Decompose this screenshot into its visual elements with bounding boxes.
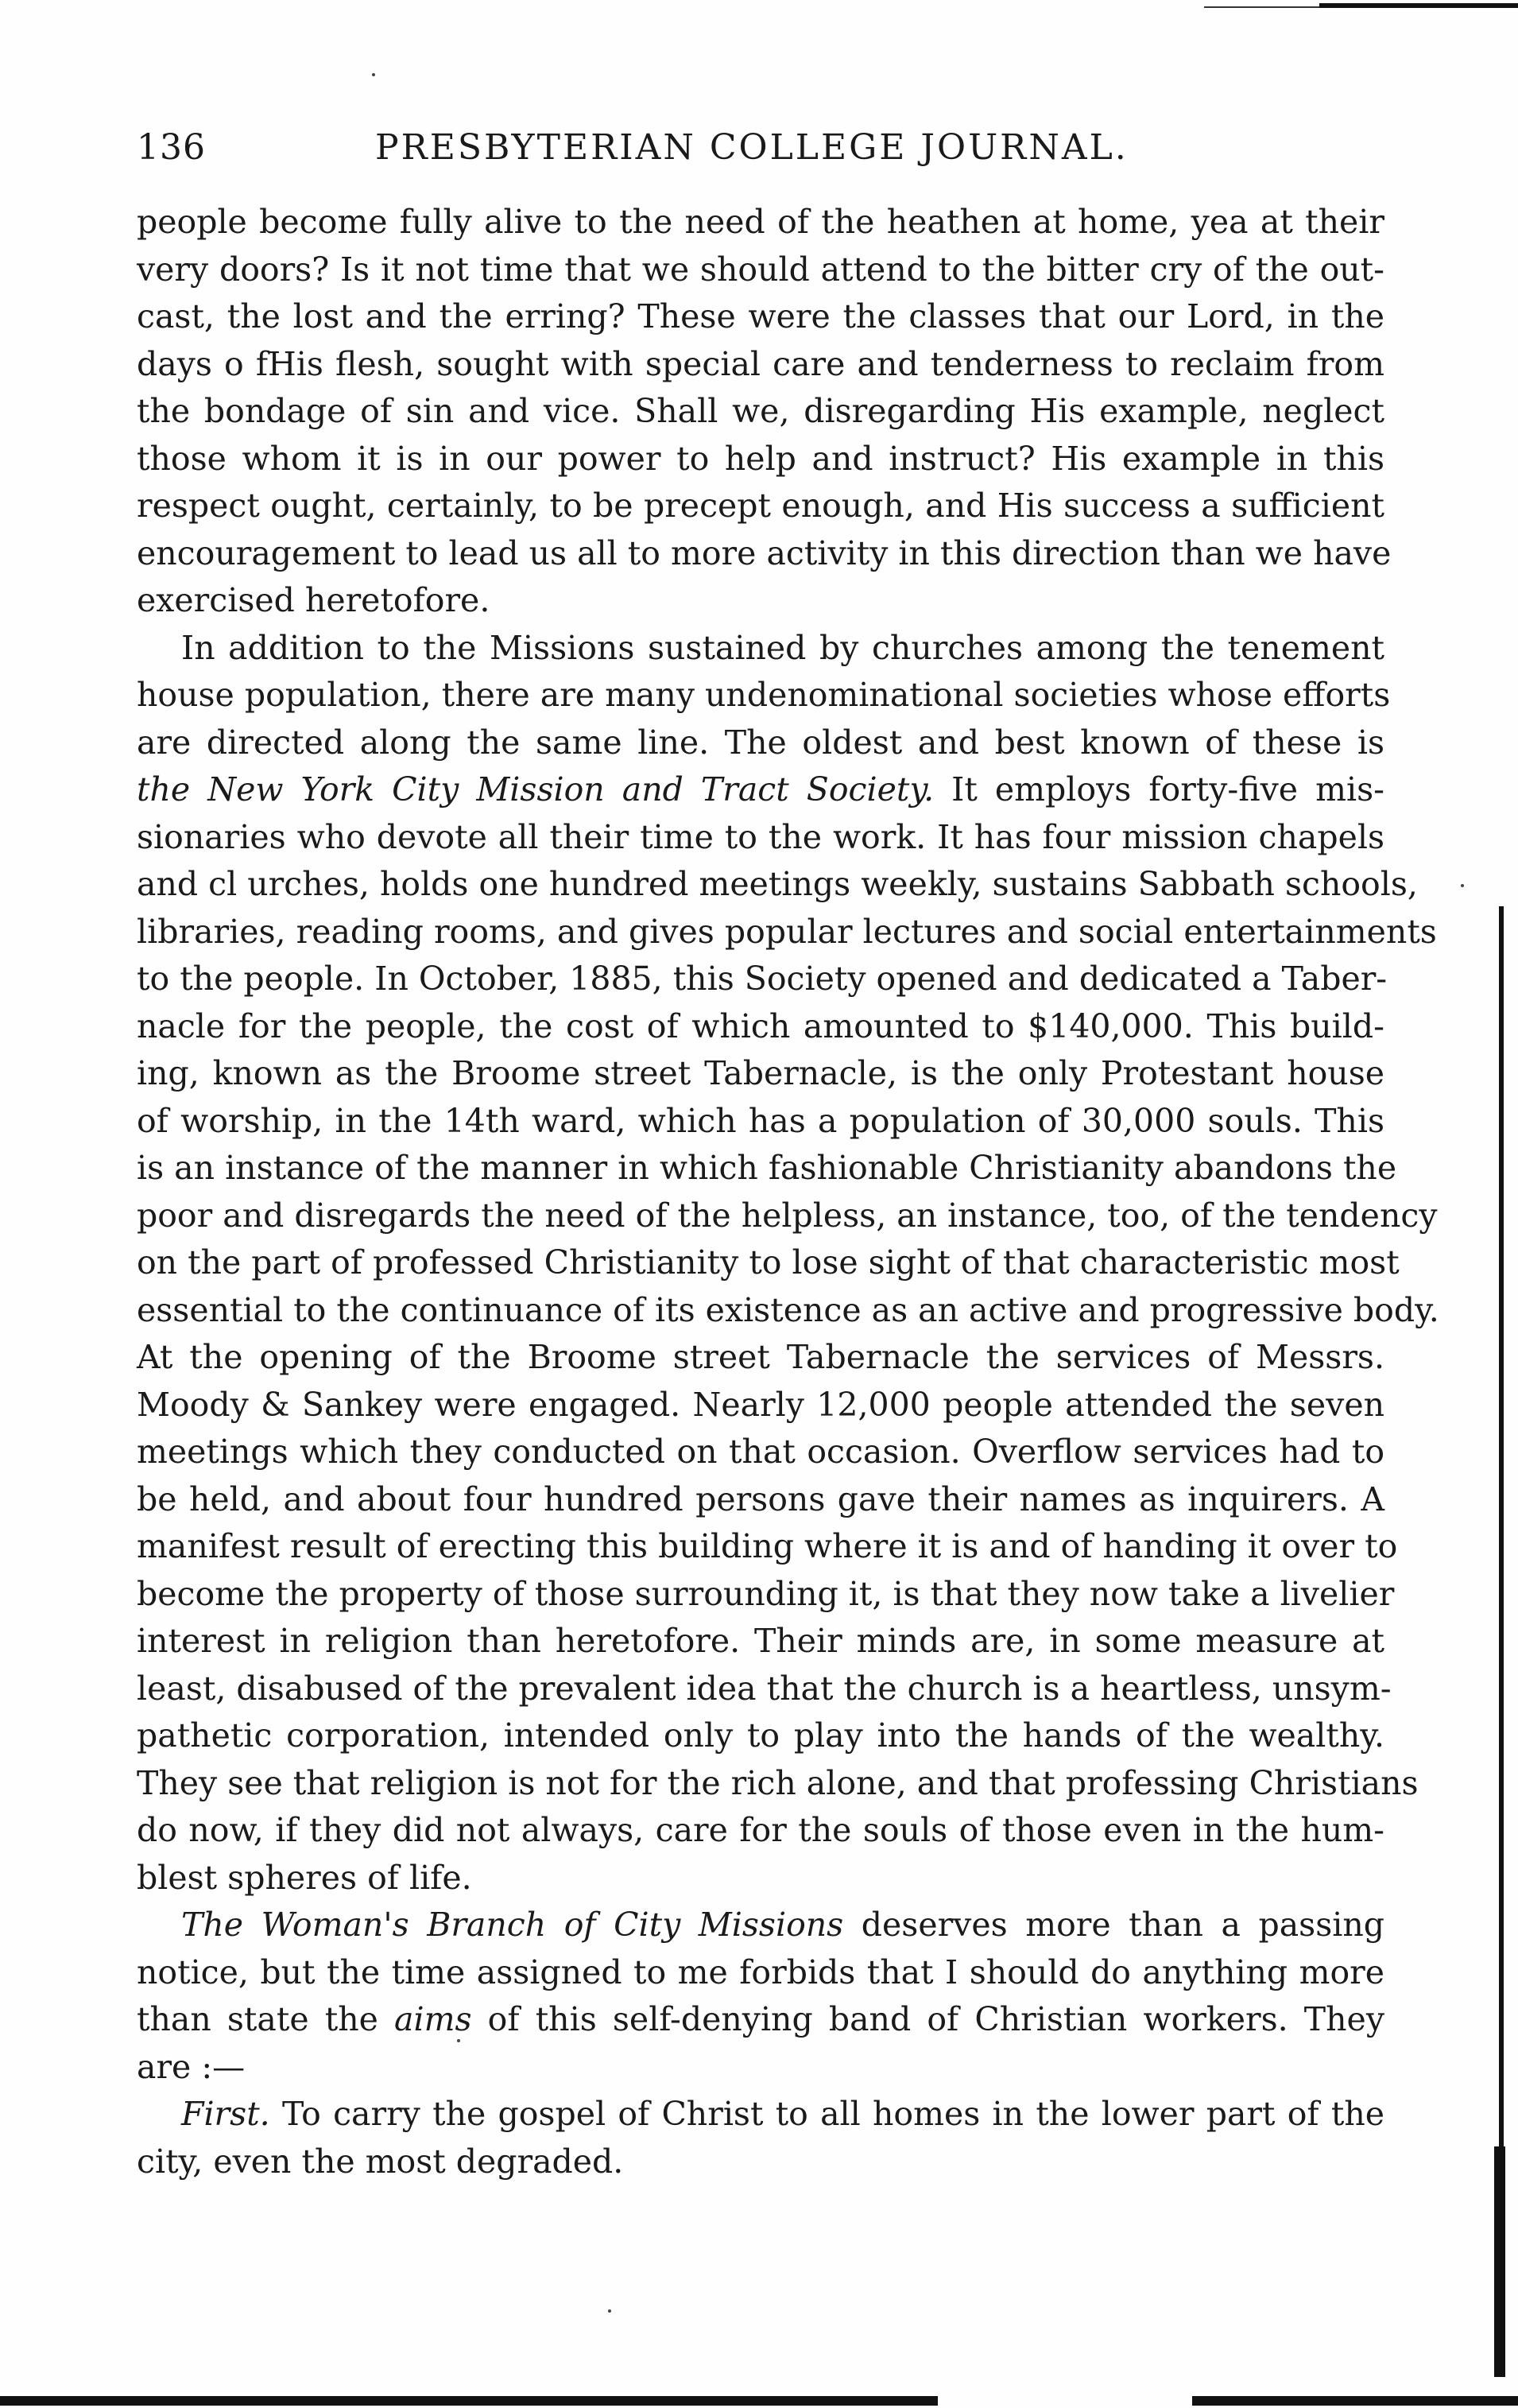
- text-line: [137, 341, 1384, 389]
- text-run: poor and disregards the need of the helpless, an instance, too, of the tendency: [137, 1196, 1438, 1235]
- text-line: [137, 199, 1384, 246]
- italic-text: the New York City Mission and Tract Society.: [137, 770, 935, 808]
- text-run: on the part of professed Christianity to lose sight of that characteristic most: [137, 1243, 1400, 1282]
- text-run: of this self-denying band of Christian workers. They: [471, 2000, 1384, 2038]
- text-run: to the people. In October, 1885, this Society opened and dedicated a Taber-: [137, 960, 1388, 998]
- text-line: [137, 2139, 1384, 2186]
- text-run: essential to the continuance of its existence as an active and progressive body.: [137, 1290, 1439, 1329]
- text-line: [137, 1996, 1384, 2044]
- text-run: sionaries who devote all their time to the work. It has four mission chapels: [137, 817, 1384, 856]
- text-run: be held, and about four hundred persons gave their names as inquirers. A: [137, 1479, 1384, 1518]
- text-run: and cl urches, holds one hundred meetings weekly, sustains Sabbath schools,: [137, 865, 1418, 903]
- paragraph: [137, 625, 1439, 1902]
- text-line: [137, 577, 1384, 625]
- print-speck: [1461, 884, 1464, 887]
- text-line: [137, 1050, 1384, 1098]
- text-line: [137, 1760, 1419, 1808]
- text-run: are :—: [137, 2047, 246, 2086]
- text-run: deserves more than a passing: [843, 1906, 1384, 1944]
- right-edge-rule-bold: [1494, 2146, 1505, 2377]
- bottom-edge-rule: [0, 2396, 1518, 2406]
- text-run: nacle for the people, the cost of which amounted to $140,000. This build-: [137, 1006, 1384, 1045]
- text-line: [137, 1239, 1400, 1287]
- text-line: [137, 1382, 1384, 1429]
- running-head: PRESBYTERIAN COLLEGE JOURNAL.: [375, 127, 1129, 168]
- text-line: [137, 1192, 1438, 1240]
- text-run: exercised heretofore.: [137, 581, 490, 619]
- text-run: do now, if they did not always, care for the souls of those even in the hum-: [137, 1811, 1384, 1849]
- text-run: least, disabused of the prevalent idea that the church is a heartless, unsym-: [137, 1669, 1392, 1708]
- text-line: [137, 1855, 1384, 1902]
- text-run: very doors? Is it not time that we should attend to the bitter cry of the out-: [137, 250, 1384, 289]
- text-run: people become fully alive to the need of the heathen at home, yea at their: [137, 203, 1384, 241]
- italic-text: The Woman's Branch of City Missions: [181, 1906, 844, 1944]
- text-line: [137, 1145, 1397, 1192]
- paragraph: [137, 2091, 1384, 2185]
- text-run: days o fHis flesh, sought with special care and tenderness to reclaim from: [137, 344, 1384, 383]
- italic-text: First.: [181, 2095, 270, 2133]
- text-line: [137, 1429, 1384, 1476]
- italic-text: aims: [394, 2000, 472, 2038]
- text-line: [137, 436, 1384, 483]
- text-line: [137, 1949, 1384, 1997]
- text-line: [137, 1523, 1398, 1571]
- paragraph: [137, 199, 1392, 625]
- text-line: [137, 388, 1384, 436]
- text-run: blest spheres of life.: [137, 1858, 472, 1897]
- text-line: [137, 909, 1437, 956]
- text-line: [137, 1287, 1439, 1335]
- text-line: [137, 2091, 1384, 2139]
- text-run: At the opening of the Broome street Tabernacle the services of Messrs.: [137, 1338, 1384, 1376]
- text-line: [137, 1571, 1395, 1619]
- text-run: interest in religion than heretofore. Their minds are, in some measure at: [137, 1622, 1384, 1660]
- text-run: manifest result of erecting this building where it is and of handing it over to: [137, 1527, 1398, 1565]
- paragraph: [137, 1902, 1384, 2091]
- text-run: Moody & Sankey were engaged. Nearly 12,000 people attended the seven: [137, 1385, 1384, 1424]
- print-speck: [457, 2039, 460, 2042]
- text-run: those whom it is in our power to help and instruct? His example in this: [137, 439, 1384, 478]
- text-line: [137, 956, 1388, 1003]
- text-line: [137, 1665, 1392, 1713]
- text-run: are directed along the same line. The oldest and best known of these is: [137, 723, 1384, 762]
- text-line: [137, 1712, 1384, 1760]
- text-run: In addition to the Missions sustained by churches among the tenement: [181, 628, 1384, 667]
- text-line: [137, 672, 1391, 719]
- page-header: [137, 127, 1384, 183]
- text-line: [137, 1003, 1384, 1051]
- text-line: [137, 861, 1418, 909]
- right-edge-rule: [1499, 906, 1504, 2361]
- text-line: [137, 1807, 1384, 1855]
- text-line: [137, 1334, 1384, 1382]
- text-line: [137, 293, 1384, 341]
- top-edge-rule-bold: [1319, 3, 1518, 8]
- text-run: respect ought, certainly, to be precept enough, and His success a sufficient: [137, 487, 1384, 525]
- text-run: notice, but the time assigned to me forbids that I should do anything more: [137, 1952, 1384, 1991]
- article-body: [137, 199, 1439, 2185]
- text-run: the bondage of sin and vice. Shall we, disregarding His example, neglect: [137, 392, 1384, 430]
- text-run: encouragement to lead us all to more activity in this direction than we have: [137, 533, 1392, 572]
- text-line: [137, 2044, 1384, 2092]
- text-run: than state the: [137, 2000, 395, 2038]
- text-line: [137, 766, 1384, 814]
- text-run: of worship, in the 14th ward, which has a population of 30,000 souls. This: [137, 1101, 1384, 1140]
- text-line: [137, 530, 1392, 578]
- page-number: 136: [137, 127, 206, 168]
- text-run: is an instance of the manner in which fashionable Christianity abandons the: [137, 1149, 1397, 1187]
- text-run: house population, there are many undenominational societies whose efforts: [137, 676, 1391, 714]
- print-speck: [372, 73, 375, 76]
- text-line: [137, 814, 1384, 862]
- text-run: become the property of those surrounding it, is that they now take a livelier: [137, 1574, 1395, 1613]
- print-speck: [608, 2309, 611, 2313]
- text-line: [137, 719, 1384, 767]
- text-run: They see that religion is not for the rich alone, and that professing Christians: [137, 1763, 1419, 1802]
- text-line: [137, 1902, 1384, 1949]
- text-line: [137, 1098, 1384, 1146]
- text-run: To carry the gospel of Christ to all homes in the lower part of the: [269, 2095, 1384, 2133]
- text-run: city, even the most degraded.: [137, 2142, 624, 2181]
- text-line: [137, 483, 1384, 530]
- text-line: [137, 246, 1384, 294]
- text-run: meetings which they conducted on that occasion. Overflow services had to: [137, 1433, 1384, 1471]
- top-edge-rule: [1204, 6, 1323, 8]
- text-run: libraries, reading rooms, and gives popular lectures and social entertainments: [137, 912, 1437, 951]
- text-run: cast, the lost and the erring? These were the classes that our Lord, in the: [137, 297, 1384, 335]
- text-run: It employs forty-five mis-: [934, 770, 1384, 808]
- text-run: pathetic corporation, intended only to play into the hands of the wealthy.: [137, 1716, 1384, 1755]
- text-line: [137, 1618, 1384, 1665]
- bottom-edge-gap: [938, 2396, 1192, 2406]
- text-line: [137, 625, 1384, 673]
- text-line: [137, 1476, 1384, 1524]
- text-run: ing, known as the Broome street Tabernacle, is the only Protestant house: [137, 1054, 1384, 1092]
